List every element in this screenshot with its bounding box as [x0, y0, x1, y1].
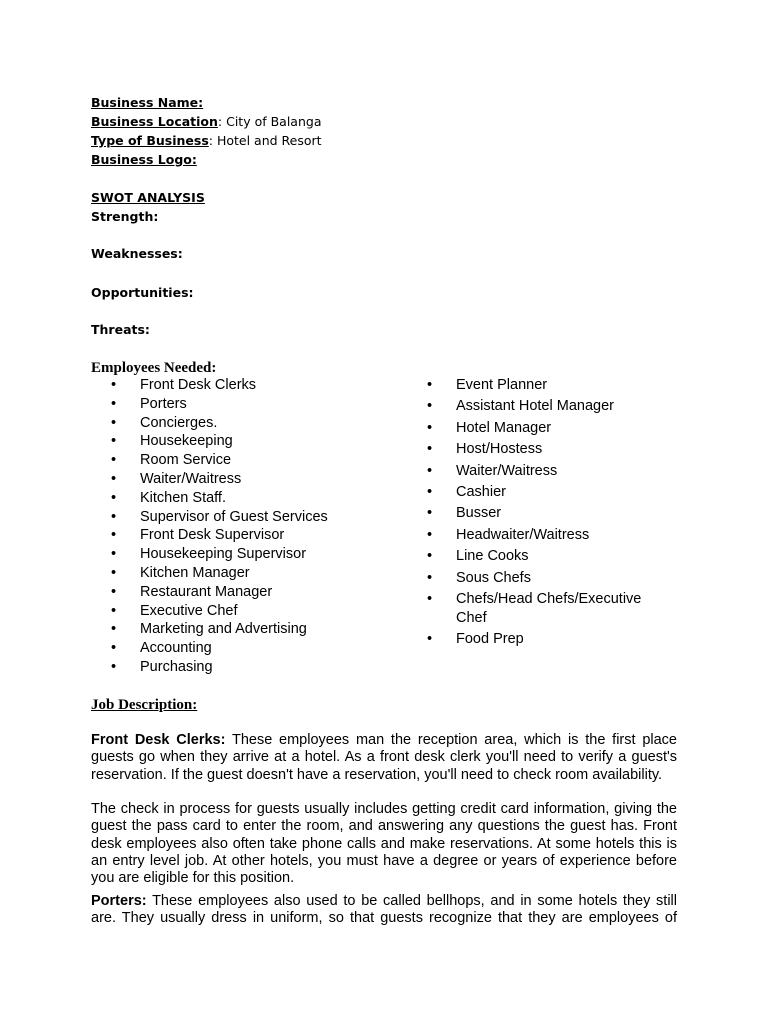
swot-opportunities: Opportunities: — [91, 285, 194, 300]
bullet-icon: • — [111, 583, 117, 600]
employee-label: Cashier — [456, 483, 506, 500]
employee-label: Kitchen Manager — [140, 564, 250, 581]
employee-label: Food Prep — [456, 631, 524, 648]
bullet-icon: • — [427, 377, 433, 393]
business-logo-line — [91, 151, 197, 169]
bullet-icon: • — [427, 569, 433, 586]
employee-list-item — [111, 602, 328, 621]
business-location-label: Business Location — [91, 114, 218, 129]
business-location-value: City of Balanga — [226, 114, 322, 129]
bullet-icon: • — [111, 640, 117, 657]
employee-list-item — [427, 483, 661, 502]
employee-list-item — [111, 526, 328, 545]
bullet-icon: • — [111, 602, 117, 619]
employee-label: Room Service — [140, 452, 232, 469]
business-logo-label: Business Logo: — [91, 152, 197, 167]
bullet-icon: • — [111, 489, 117, 506]
colon: : — [217, 114, 223, 129]
employee-label: Supervisor of Guest Services — [140, 508, 328, 525]
swot-weaknesses: Weaknesses: — [91, 246, 183, 261]
employee-list-item — [427, 397, 661, 416]
employee-label: Purchasing — [140, 658, 213, 675]
business-name-line — [91, 94, 203, 112]
employee-list-item — [111, 489, 328, 508]
swot-title: SWOT ANALYSIS — [91, 190, 205, 205]
bullet-icon: • — [111, 452, 117, 469]
employee-list-item — [111, 414, 328, 433]
bullet-icon: • — [111, 621, 117, 638]
bullet-icon: • — [111, 414, 117, 431]
bullet-icon: • — [111, 433, 117, 450]
employee-list-item — [111, 376, 328, 395]
front-desk-paragraph — [91, 732, 677, 784]
employee-list-item — [111, 508, 328, 527]
employee-label: Housekeeping — [140, 433, 233, 450]
employee-list-item — [111, 564, 328, 583]
bullet-icon: • — [111, 395, 117, 412]
job-description-heading: Job Description: — [91, 697, 198, 713]
employees-list-left — [111, 376, 328, 677]
employee-label: Busser — [456, 505, 502, 522]
bullet-icon: • — [427, 548, 433, 565]
bullet-icon: • — [427, 631, 433, 648]
business-name-label: Business Name: — [91, 95, 204, 110]
employee-label: Event Planner — [456, 377, 548, 393]
bullet-icon: • — [111, 377, 117, 393]
employee-label: Line Cooks — [456, 548, 529, 565]
employee-label: Headwaiter/Waitress — [456, 526, 590, 543]
employee-list-item — [111, 639, 328, 658]
employee-label: Marketing and Advertising — [140, 621, 307, 638]
bullet-icon: • — [111, 508, 117, 525]
swot-threats: Threats: — [91, 322, 150, 337]
employee-list-item — [111, 658, 328, 677]
employee-label: Front Desk Clerks — [140, 377, 257, 393]
bullet-icon: • — [427, 590, 433, 607]
porters-text: These employees also used to be called bellhops, and in some hotels they still are. They usually dress in uniform, so that guests recognize that they are employees of — [91, 893, 677, 927]
employee-label: Restaurant Manager — [140, 583, 273, 600]
employee-list-item — [111, 583, 328, 602]
employee-list-item — [427, 376, 661, 395]
employee-label: Assistant Hotel Manager — [456, 398, 614, 415]
employee-list-item — [427, 630, 661, 649]
bullet-icon: • — [111, 527, 117, 544]
employee-list-item — [111, 395, 328, 414]
employee-label: Front Desk Supervisor — [140, 527, 285, 544]
colon: : — [208, 133, 213, 148]
employee-label: Executive Chef — [140, 602, 238, 619]
front-desk-lead: Front Desk Clerks: — [91, 732, 226, 748]
employee-label: Porters — [140, 395, 187, 412]
employee-label: Waiter/Waitress — [456, 462, 558, 479]
business-type-label: Type of Business — [91, 133, 209, 148]
bullet-icon: • — [111, 470, 117, 487]
employees-list-right — [427, 376, 661, 652]
employee-list-item — [427, 462, 661, 481]
employee-label: Waiter/Waitress — [140, 470, 242, 487]
front-desk-paragraph-2: The check in process for guests usually includes getting credit card information, giving the guest the pass card to enter the room, and answering any questions the guest has. Front desk employees also often take phone calls and make reservations. At some hotels this is an entry level job. At other hotels, you must have a degree or years of experience before you are eligible for this position. — [91, 801, 677, 887]
bullet-icon: • — [427, 505, 433, 522]
employee-label: Kitchen Staff. — [140, 489, 226, 506]
employee-list-item — [427, 440, 661, 459]
employee-list-item — [427, 590, 661, 628]
employee-list-item — [111, 432, 328, 451]
front-desk-text: These employees man the reception area, which is the first place guests go when they arrive at a hotel. As a front desk clerk you'll need to verify a guest's reservation. If the guest doesn't have a reservation, you'll need to check room availability. — [91, 732, 677, 783]
employee-list-item — [427, 504, 661, 523]
employee-label: Housekeeping Supervisor — [140, 546, 307, 563]
employee-list-item — [427, 569, 661, 588]
bullet-icon: • — [111, 564, 117, 581]
employee-label: Host/Hostess — [456, 441, 543, 458]
employee-label: Sous Chefs — [456, 569, 531, 586]
porters-paragraph — [91, 893, 677, 928]
employee-list-item — [111, 470, 328, 489]
employee-list-item — [427, 547, 661, 566]
employee-label: Hotel Manager — [456, 419, 552, 436]
bullet-icon: • — [427, 462, 433, 479]
bullet-icon: • — [427, 419, 433, 436]
bullet-icon: • — [111, 546, 117, 563]
bullet-icon: • — [427, 483, 433, 500]
bullet-icon: • — [427, 398, 433, 415]
business-type-line — [91, 132, 322, 150]
bullet-icon: • — [111, 658, 117, 675]
employee-list-item — [427, 526, 661, 545]
employee-list-item — [111, 545, 328, 564]
employees-heading: Employees Needed: — [91, 360, 217, 376]
porters-lead: Porters: — [91, 893, 147, 909]
employee-label: Chefs/Head Chefs/Executive Chef — [456, 590, 642, 626]
business-location-line — [91, 113, 322, 131]
employee-list-item — [427, 419, 661, 438]
employee-label: Accounting — [140, 640, 212, 657]
swot-strength: Strength: — [91, 209, 159, 224]
employee-list-item — [111, 620, 328, 639]
employee-label: Concierges. — [140, 414, 218, 431]
bullet-icon: • — [427, 441, 433, 458]
bullet-icon: • — [427, 526, 433, 543]
business-type-value: Hotel and Resort — [216, 133, 322, 148]
employee-list-item — [111, 451, 328, 470]
